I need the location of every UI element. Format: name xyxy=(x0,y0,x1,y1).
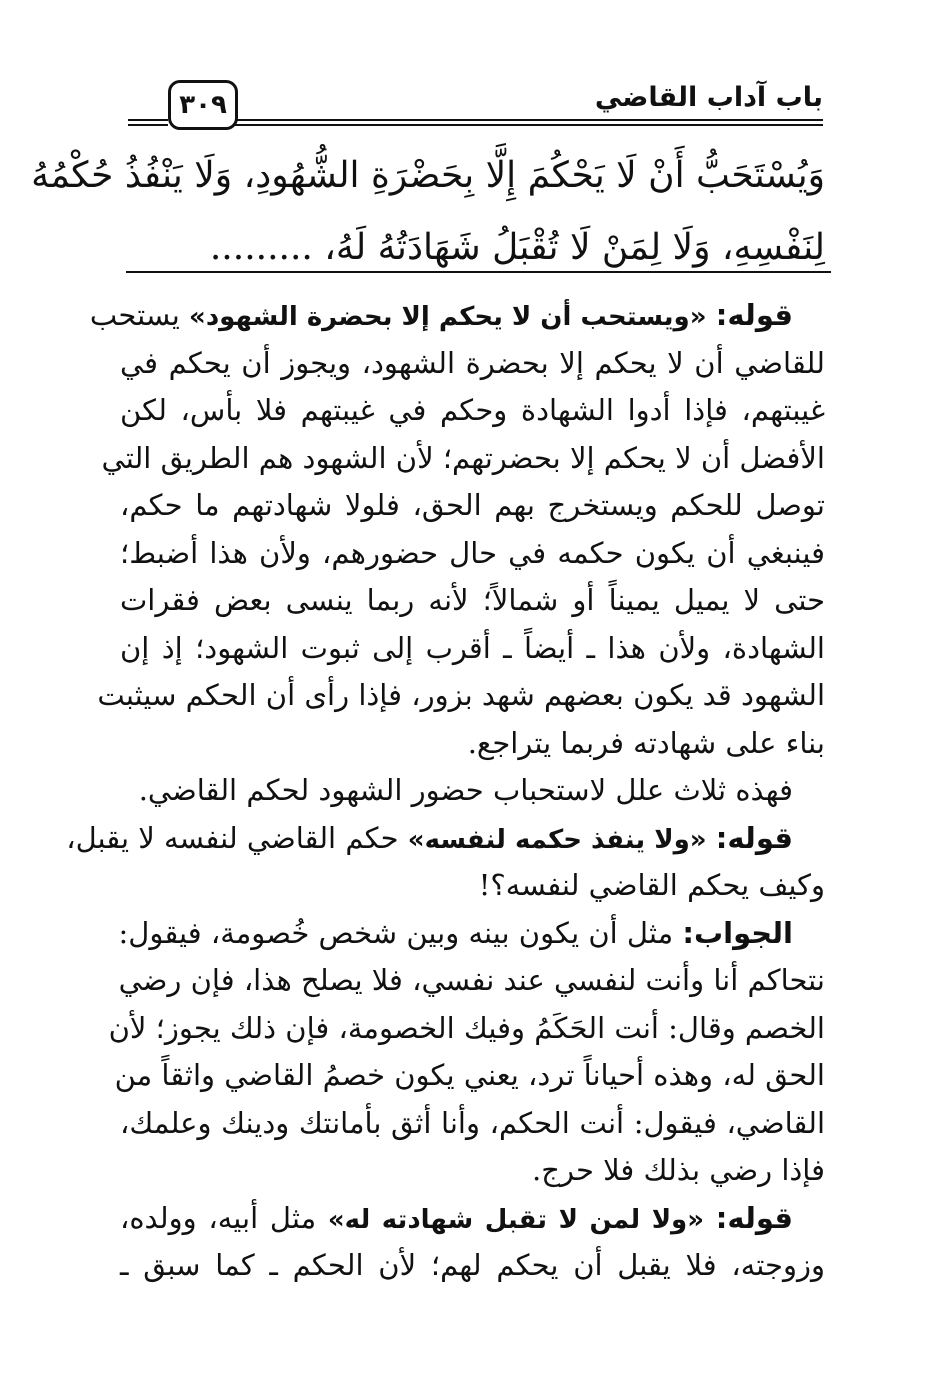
text-line: القاضي، فيقول: أنت الحكم، وأنا أثق بأمانتك ودينك وعلمك، xyxy=(120,1105,825,1140)
text-line: نتحاكم أنا وأنت لنفسي عند نفسي، فلا يصلح هذا، فإن رضي xyxy=(118,963,825,997)
running-head-title: باب آداب القاضي xyxy=(594,82,823,113)
text-line: فهذه ثلاث علل لاستحباب حضور الشهود لحكم القاضي. xyxy=(138,773,793,807)
keyword-label: قوله: xyxy=(715,1200,794,1235)
line-text: حكم القاضي لنفسه لا يقبل، xyxy=(66,820,399,855)
text-line: الشهادة، ولأن هذا ـ أيضاً ـ أقرب إلى ثبوت الشهود؛ إذ إن xyxy=(120,630,825,665)
paragraph-4 xyxy=(108,910,825,1195)
line-text: مثل أبيه، وولده، xyxy=(120,1200,317,1235)
quoted-matn: «ويستحب أن لا يحكم إلا بحضرة الشهود» xyxy=(189,302,707,332)
matn-text xyxy=(31,140,825,284)
text-line: وكيف يحكم القاضي لنفسه؟! xyxy=(478,868,825,902)
quoted-matn: «ولا لمن لا تقبل شهادته له» xyxy=(327,1204,705,1235)
paragraph-2 xyxy=(120,767,825,815)
text-line: حتى لا يميل يميناً أو شمالاً؛ لأنه ربما ينسى بعض فقرات xyxy=(120,583,825,617)
text-line: الأفضل أن لا يحكم إلا بحضرتهم؛ لأن الشهود هم الطريق التي xyxy=(101,440,825,475)
text-line: فإذا رضي بذلك فلا حرج. xyxy=(532,1153,825,1187)
text-line: للقاضي أن لا يحكم إلا بحضرة الشهود، ويجوز أن يحكم في xyxy=(120,345,825,380)
matn-line: وَيُسْتَحَبُّ أَنْ لَا يَحْكُمَ إِلَّا بِحَضْرَةِ الشُّهُودِ، وَلَا يَنْفُذُ حُكْمُهُ xyxy=(31,155,825,196)
header-rule-right-top xyxy=(233,119,823,121)
paragraph-5 xyxy=(120,1195,825,1290)
paragraph-1 xyxy=(89,292,825,767)
text-line xyxy=(66,815,825,863)
matn-separator-rule xyxy=(126,271,831,273)
text-line: توصل للحكم ويستخرج بهم الحق، فلولا شهادتهم ما حكم، xyxy=(120,488,825,522)
paragraph-3 xyxy=(66,815,825,910)
commentary-body xyxy=(66,292,825,1290)
keyword-label: الجواب: xyxy=(682,915,793,950)
page-number: ٣٠٩ xyxy=(168,80,238,130)
header-rule-right-bottom xyxy=(233,124,823,126)
header-rule-left-top xyxy=(128,119,168,121)
keyword-label: قوله: xyxy=(715,820,793,855)
matn-line: لِنَفْسِهِ، وَلَا لِمَنْ لَا تُقْبَلُ شَهَادَتُهُ لَهُ، ......... xyxy=(209,227,825,268)
header-rule-left-bottom xyxy=(128,124,168,126)
text-line xyxy=(120,1195,825,1243)
text-line: بناء على شهادته فربما يتراجع. xyxy=(467,725,825,760)
text-line: فينبغي أن يكون حكمه في حال حضورهم، ولأن هذا أضبط؛ xyxy=(120,535,825,570)
keyword-label: قوله: xyxy=(715,298,793,332)
quoted-matn: «ولا ينفذ حكمه لنفسه» xyxy=(407,824,707,855)
text-line: الشهود قد يكون بعضهم شهد بزور، فإذا رأى أن الحكم سيثبت xyxy=(97,678,825,712)
line-text: مثل أن يكون بينه وبين شخص خُصومة، فيقول: xyxy=(118,915,674,950)
text-line xyxy=(89,292,825,340)
text-line: غيبتهم، فإذا أدوا الشهادة وحكم في غيبتهم فلا بأس، لكن xyxy=(120,393,825,427)
text-line: وزوجته، فلا يقبل أن يحكم لهم؛ لأن الحكم ـ كما سبق ـ xyxy=(120,1248,825,1282)
line-text: يستحب xyxy=(89,298,180,332)
text-line xyxy=(120,910,825,958)
text-line: الخصم وقال: أنت الحَكَمُ وفيك الخصومة، فإن ذلك يجوز؛ لأن xyxy=(108,1010,825,1045)
text-line: الحق له، وهذه أحياناً ترد، يعني يكون خصمُ القاضي واثقاً من xyxy=(114,1058,825,1092)
